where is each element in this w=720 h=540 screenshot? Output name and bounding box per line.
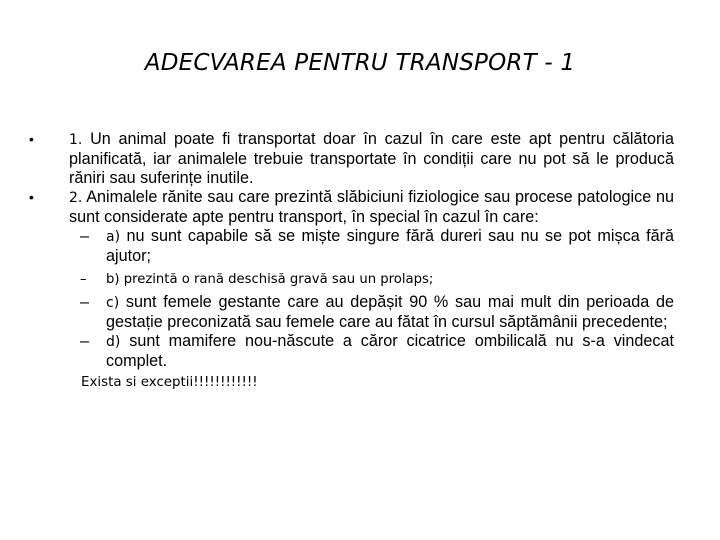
slide-body bbox=[26, 130, 674, 392]
sub-item-letter: a) bbox=[106, 229, 121, 245]
bullet-marker: • bbox=[29, 131, 34, 147]
sub-item-letter: d) bbox=[106, 334, 121, 350]
bullet-marker: • bbox=[29, 189, 34, 205]
sub-item-text: prezintă o rană deschisă gravă sau un prolaps; bbox=[123, 272, 434, 287]
bullet-item-2 bbox=[26, 188, 674, 227]
bullet-text: Animalele rănite sau care prezintă slăbiciuni fiziologice sau procese patologice nu sunt considerate apte pentru transport, în special în cazul în care: bbox=[69, 188, 674, 226]
sub-item-letter: c) bbox=[106, 295, 120, 311]
footer-note: Exista si exceptii!!!!!!!!!!!! bbox=[81, 375, 258, 390]
sub-item-text: sunt femele gestante care au depășit 90 % sau mai mult din perioada de gestație preconizată sau femele care au fătat în cursul săptămânii precedente; bbox=[106, 293, 675, 331]
sub-item-c bbox=[26, 293, 674, 332]
sub-item-b bbox=[26, 270, 674, 289]
sub-item-dash: – bbox=[80, 293, 90, 311]
bullet-number: 2. bbox=[69, 190, 83, 206]
bullet-item-1 bbox=[26, 130, 674, 188]
bullet-number: 1. bbox=[69, 132, 83, 148]
sub-item-text: sunt mamifere nou-născute a căror cicatrice ombilicală nu s-a vindecat complet. bbox=[106, 332, 675, 370]
bullet-text: Un animal poate fi transportat doar în cazul în care este apt pentru călătoria planificată, iar animalele trebuie transportate în condiții care nu pot să le producă răniri sau suferințe inutile. bbox=[69, 130, 674, 187]
sub-item-d bbox=[26, 332, 674, 371]
sub-item-dash: – bbox=[80, 227, 90, 245]
slide-title: ADECVAREA PENTRU TRANSPORT - 1 bbox=[144, 50, 576, 76]
sub-item-text: nu sunt capabile să se miște singure fără dureri sau nu se pot mișca fără ajutor; bbox=[106, 227, 674, 265]
sub-item-a bbox=[26, 227, 674, 266]
sub-item-dash: – bbox=[80, 272, 87, 287]
sub-item-dash: – bbox=[80, 332, 90, 350]
sub-item-letter: b) bbox=[106, 272, 120, 287]
